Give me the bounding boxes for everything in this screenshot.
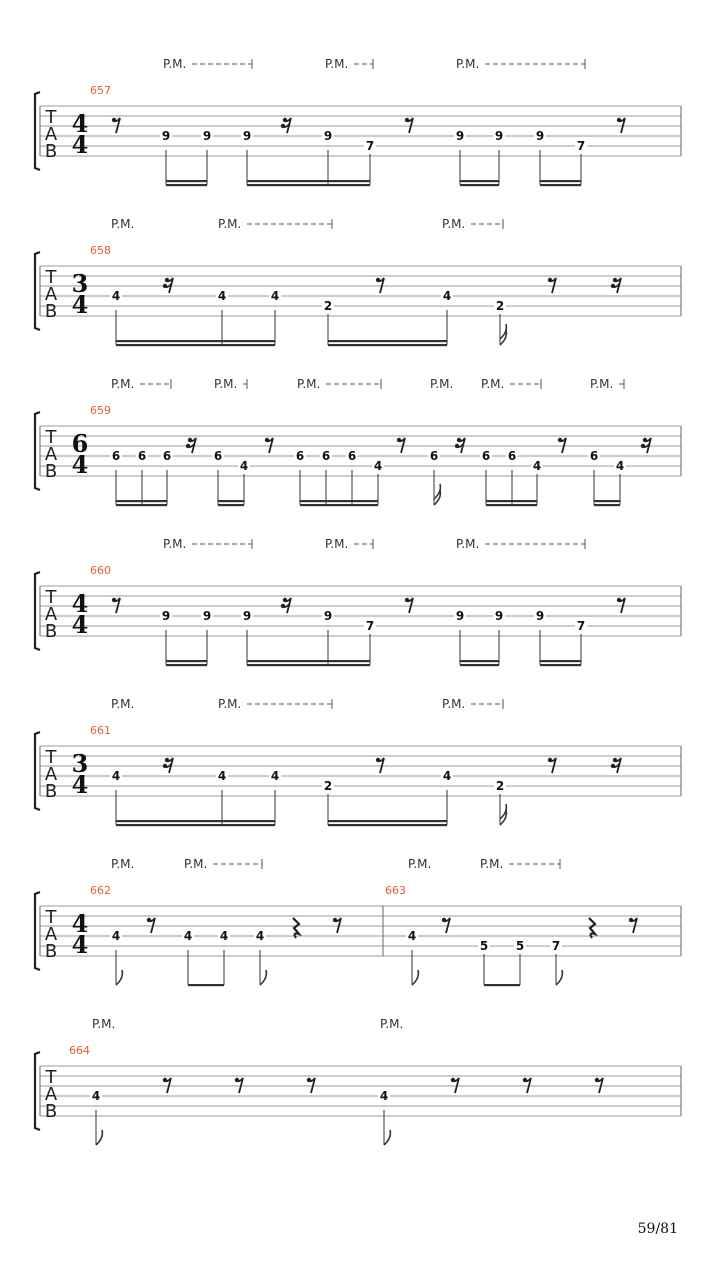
palm-mute-label: P.M. xyxy=(297,377,321,391)
fret-number: 4 xyxy=(532,459,542,473)
fret-number: 9 xyxy=(535,129,545,143)
note-beam xyxy=(328,824,447,826)
staff-system xyxy=(35,377,681,506)
note-beam xyxy=(247,180,370,182)
fret-number: 6 xyxy=(213,449,223,463)
note-beam xyxy=(218,504,244,506)
note-beam xyxy=(486,504,537,506)
fret-number: 6 xyxy=(162,449,172,463)
system-bracket xyxy=(35,92,40,170)
fret-number: 9 xyxy=(161,609,171,623)
tab-clef-a: A xyxy=(44,124,58,145)
note-beam xyxy=(166,664,207,666)
fret-number: 9 xyxy=(323,609,333,623)
system-bracket xyxy=(35,572,40,650)
note-beam xyxy=(484,984,520,986)
fret-number: 2 xyxy=(495,299,505,313)
system-bracket xyxy=(35,412,40,490)
note-beam xyxy=(218,500,244,502)
palm-mute-label: P.M. xyxy=(380,1017,404,1031)
fret-number: 4 xyxy=(217,769,227,783)
palm-mute-label: P.M. xyxy=(456,57,480,71)
measure-number: 658 xyxy=(90,244,111,257)
note-beam xyxy=(594,504,620,506)
time-signature-bottom: 4 xyxy=(71,610,89,639)
note-beam xyxy=(247,660,370,662)
staff-system xyxy=(35,57,681,186)
fret-number: 5 xyxy=(515,939,525,953)
fret-number: 6 xyxy=(347,449,357,463)
note-beam xyxy=(594,500,620,502)
note-beam xyxy=(166,180,207,182)
tab-clef-b: B xyxy=(44,621,58,642)
tab-clef-b: B xyxy=(44,461,58,482)
tab-clef-a: A xyxy=(44,924,58,945)
measure-number: 660 xyxy=(90,564,111,577)
measure-number: 662 xyxy=(90,884,111,897)
tab-clef-a: A xyxy=(44,444,58,465)
fret-number: 6 xyxy=(137,449,147,463)
fret-number: 4 xyxy=(239,459,249,473)
note-beam xyxy=(460,660,499,662)
time-signature-bottom: 4 xyxy=(71,770,89,799)
time-signature-top: 6 xyxy=(71,429,89,458)
tab-clef-a: A xyxy=(44,1084,58,1105)
fret-number: 9 xyxy=(202,129,212,143)
fret-number: 2 xyxy=(495,779,505,793)
palm-mute-label: P.M. xyxy=(325,537,349,551)
palm-mute-label: P.M. xyxy=(481,377,505,391)
fret-number: 4 xyxy=(407,929,417,943)
note-beam xyxy=(540,664,581,666)
palm-mute-label: P.M. xyxy=(325,57,349,71)
page-number: 59/81 xyxy=(637,1221,678,1237)
system-bracket xyxy=(35,892,40,970)
tab-clef-t: T xyxy=(45,427,57,448)
palm-mute-label: P.M. xyxy=(111,857,135,871)
tab-clef-t: T xyxy=(45,107,57,128)
palm-mute-label: P.M. xyxy=(111,377,135,391)
palm-mute-label: P.M. xyxy=(430,377,454,391)
tab-clef-t: T xyxy=(45,1067,57,1088)
system-bracket xyxy=(35,252,40,330)
note-beam xyxy=(300,504,378,506)
note-beam xyxy=(116,824,275,826)
fret-number: 4 xyxy=(217,289,227,303)
quarter-rest xyxy=(293,918,299,938)
fret-number: 2 xyxy=(323,779,333,793)
fret-number: 7 xyxy=(576,619,586,633)
time-signature-top: 4 xyxy=(71,909,89,938)
time-signature-bottom: 4 xyxy=(71,450,89,479)
time-signature-bottom: 4 xyxy=(71,930,89,959)
note-beam xyxy=(116,344,275,346)
note-beam xyxy=(247,184,370,186)
note-beam xyxy=(540,180,581,182)
fret-number: 6 xyxy=(481,449,491,463)
measure-number: 659 xyxy=(90,404,111,417)
fret-number: 9 xyxy=(242,129,252,143)
fret-number: 9 xyxy=(494,129,504,143)
fret-number: 4 xyxy=(442,289,452,303)
tab-clef-t: T xyxy=(45,907,57,928)
palm-mute-label: P.M. xyxy=(218,697,242,711)
fret-number: 7 xyxy=(551,939,561,953)
tab-clef-b: B xyxy=(44,301,58,322)
measure-number: 657 xyxy=(90,84,111,97)
fret-number: 6 xyxy=(111,449,121,463)
fret-number: 4 xyxy=(615,459,625,473)
note-flag xyxy=(556,970,562,985)
time-signature-top: 4 xyxy=(71,589,89,618)
tab-clef-t: T xyxy=(45,267,57,288)
note-beam xyxy=(486,500,537,502)
palm-mute-label: P.M. xyxy=(442,217,466,231)
note-beam xyxy=(460,180,499,182)
palm-mute-label: P.M. xyxy=(92,1017,116,1031)
fret-number: 4 xyxy=(219,929,229,943)
fret-number: 9 xyxy=(494,609,504,623)
tab-clef-t: T xyxy=(45,587,57,608)
note-beam xyxy=(540,660,581,662)
palm-mute-label: P.M. xyxy=(218,217,242,231)
fret-number: 4 xyxy=(111,769,121,783)
fret-number: 4 xyxy=(373,459,383,473)
fret-number: 5 xyxy=(479,939,489,953)
tab-clef-t: T xyxy=(45,747,57,768)
staff-system xyxy=(35,1017,681,1145)
note-flag xyxy=(412,970,418,985)
fret-number: 4 xyxy=(255,929,265,943)
palm-mute-label: P.M. xyxy=(214,377,238,391)
fret-number: 7 xyxy=(365,619,375,633)
fret-number: 6 xyxy=(321,449,331,463)
note-beam xyxy=(300,500,378,502)
note-beam xyxy=(247,664,370,666)
fret-number: 9 xyxy=(202,609,212,623)
note-flag xyxy=(260,970,266,985)
palm-mute-label: P.M. xyxy=(456,537,480,551)
time-signature-top: 3 xyxy=(71,749,89,778)
note-beam xyxy=(460,664,499,666)
measure-number: 664 xyxy=(69,1044,90,1057)
fret-number: 6 xyxy=(295,449,305,463)
fret-number: 4 xyxy=(379,1089,389,1103)
fret-number: 2 xyxy=(323,299,333,313)
note-flag xyxy=(116,970,122,985)
palm-mute-label: P.M. xyxy=(480,857,504,871)
tab-clef-a: A xyxy=(44,284,58,305)
palm-mute-label: P.M. xyxy=(184,857,208,871)
note-beam xyxy=(116,504,167,506)
note-beam xyxy=(116,500,167,502)
staff-system xyxy=(35,857,681,986)
fret-number: 6 xyxy=(429,449,439,463)
fret-number: 4 xyxy=(111,289,121,303)
fret-number: 6 xyxy=(507,449,517,463)
tab-clef-b: B xyxy=(44,781,58,802)
fret-number: 6 xyxy=(589,449,599,463)
tab-clef-b: B xyxy=(44,941,58,962)
fret-number: 4 xyxy=(111,929,121,943)
fret-number: 9 xyxy=(535,609,545,623)
note-beam xyxy=(460,184,499,186)
palm-mute-label: P.M. xyxy=(590,377,614,391)
fret-number: 9 xyxy=(161,129,171,143)
palm-mute-label: P.M. xyxy=(408,857,432,871)
time-signature-top: 4 xyxy=(71,109,89,138)
quarter-rest xyxy=(589,918,595,938)
fret-number: 4 xyxy=(91,1089,101,1103)
system-bracket xyxy=(35,1052,40,1130)
palm-mute-label: P.M. xyxy=(163,537,187,551)
note-beam xyxy=(166,184,207,186)
time-signature-top: 3 xyxy=(71,269,89,298)
note-beam xyxy=(188,984,224,986)
note-beam xyxy=(328,820,447,822)
time-signature-bottom: 4 xyxy=(71,130,89,159)
note-beam xyxy=(166,660,207,662)
tab-clef-b: B xyxy=(44,141,58,162)
fret-number: 7 xyxy=(576,139,586,153)
fret-number: 4 xyxy=(270,769,280,783)
fret-number: 9 xyxy=(323,129,333,143)
note-beam xyxy=(328,340,447,342)
palm-mute-label: P.M. xyxy=(442,697,466,711)
note-beam xyxy=(328,344,447,346)
palm-mute-label: P.M. xyxy=(111,217,135,231)
tab-clef-b: B xyxy=(44,1101,58,1122)
note-beam xyxy=(116,820,275,822)
time-signature-bottom: 4 xyxy=(71,290,89,319)
fret-number: 7 xyxy=(365,139,375,153)
staff-system xyxy=(35,217,681,346)
note-flag xyxy=(384,1130,390,1145)
fret-number: 4 xyxy=(270,289,280,303)
system-bracket xyxy=(35,732,40,810)
staff-system xyxy=(35,537,681,666)
measure-number: 661 xyxy=(90,724,111,737)
palm-mute-label: P.M. xyxy=(163,57,187,71)
fret-number: 4 xyxy=(442,769,452,783)
note-beam xyxy=(116,340,275,342)
palm-mute-label: P.M. xyxy=(111,697,135,711)
note-flag xyxy=(96,1130,102,1145)
tab-clef-a: A xyxy=(44,604,58,625)
staff-system xyxy=(35,697,681,826)
measure-number: 663 xyxy=(385,884,406,897)
fret-number: 9 xyxy=(455,609,465,623)
fret-number: 9 xyxy=(455,129,465,143)
fret-number: 9 xyxy=(242,609,252,623)
fret-number: 4 xyxy=(183,929,193,943)
tab-clef-a: A xyxy=(44,764,58,785)
note-beam xyxy=(540,184,581,186)
